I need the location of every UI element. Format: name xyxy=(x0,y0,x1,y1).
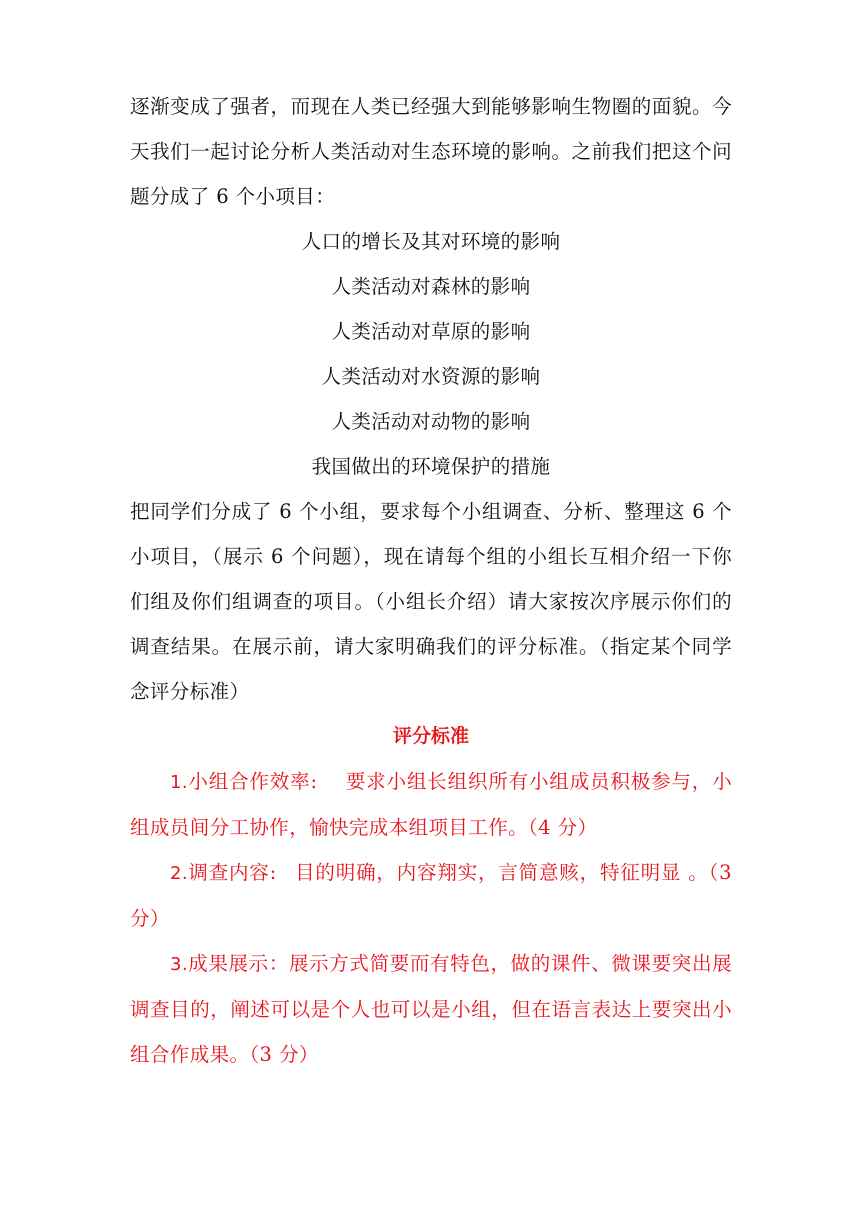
project-item: 人类活动对森林的影响 xyxy=(331,275,531,298)
project-item: 人类活动对草原的影响 xyxy=(331,320,531,343)
project-item: 人类活动对动物的影响 xyxy=(331,410,531,433)
criterion-1 xyxy=(130,759,732,850)
project-list xyxy=(130,219,732,489)
criterion-number: 1. xyxy=(170,772,188,793)
criterion-score: （3 分） xyxy=(130,861,732,930)
criterion-number: 2. xyxy=(170,863,188,884)
project-item: 人口的增长及其对环境的影响 xyxy=(301,230,561,253)
criterion-2 xyxy=(130,850,732,941)
grouping-paragraph: 把同学们分成了 6 个小组，要求每个小组调查、分析、整理这 6 个小项目，（展示 6 个问题），现在请每个组的小组长互相介绍一下你们组及你们组调查的项目。（小组长介绍）请大家按次序展示你们的调查结果。在展示前，请大家明确我们的评分标准。（指定某个同学念评分标准） xyxy=(130,500,732,703)
criterion-3 xyxy=(130,941,732,1077)
criterion-label: 调查内容: xyxy=(187,861,277,884)
criterion-label: 成果展示： xyxy=(187,952,289,975)
criterion-score: （3 分） xyxy=(249,1043,319,1066)
project-item: 人类活动对水资源的影响 xyxy=(321,365,541,388)
project-item: 我国做出的环境保护的措施 xyxy=(311,455,551,478)
criterion-number: 3. xyxy=(170,954,188,975)
criterion-text: 展示方式简要而有特色，做的课件、微课要突出展调查目的，阐述可以是个人也可以是小组，但在语言表达上要突出小组合作成果。 xyxy=(130,952,732,1066)
criteria-title: 评分标准 xyxy=(392,725,469,747)
document-page xyxy=(130,84,732,1077)
criterion-text: 目的明确，内容翔实，言简意赅，特征明显 。 xyxy=(294,861,709,884)
criterion-score: （4 分） xyxy=(528,816,598,839)
intro-paragraph: 逐渐变成了强者，而现在人类已经强大到能够影响生物圈的面貌。今天我们一起讨论分析人类活动对生态环境的影响。之前我们把这个问题分成了 6 个小项目： xyxy=(130,95,732,208)
criterion-label: 小组合作效率: xyxy=(187,770,318,793)
criterion-text: 要求小组长组织所有小组成员积极参与，小组成员间分工协作，愉快完成本组项目工作。 xyxy=(130,770,732,839)
